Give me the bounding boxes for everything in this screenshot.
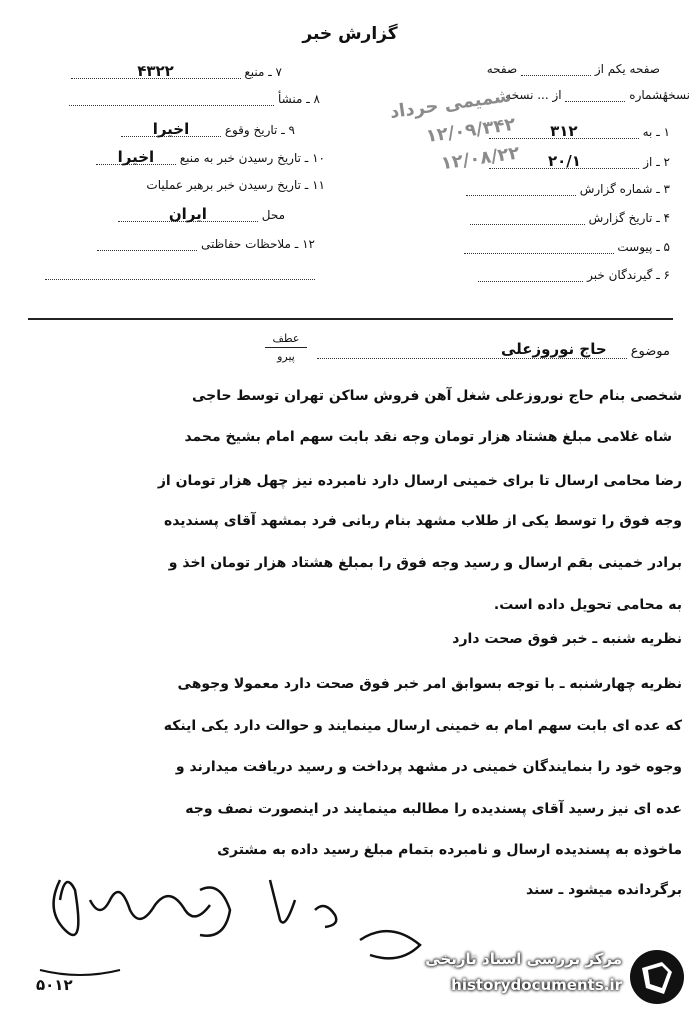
form-row-security-notes bbox=[97, 237, 315, 251]
archive-watermark bbox=[418, 946, 688, 1008]
form-value: ایران bbox=[118, 205, 258, 222]
signature-scribble bbox=[30, 860, 450, 1000]
form-label: صفحه یکم از bbox=[594, 62, 660, 76]
divider bbox=[28, 318, 673, 320]
form-row-origin bbox=[69, 92, 320, 106]
form-label: ۷ ـ منبع bbox=[244, 65, 282, 79]
reference-box bbox=[265, 332, 307, 363]
form-value: ۴۳۲۲ bbox=[71, 62, 241, 79]
form-label: ۱۰ ـ تاریخ رسیدن خبر به منبع bbox=[179, 151, 325, 165]
form-row-attachment bbox=[464, 240, 670, 254]
document-code: ۵۰۱۲ bbox=[36, 976, 73, 994]
archive-url: historydocuments.ir bbox=[451, 976, 622, 994]
subject-row bbox=[317, 340, 670, 359]
reference-label: عطف bbox=[272, 332, 300, 345]
form-suffix: از ... نسخه bbox=[505, 88, 562, 102]
form-label: ۱۱ ـ تاریخ رسیدن خبر برهبر عملیات bbox=[146, 178, 325, 192]
form-label: ۱۲ ـ ملاحظات حفاظتی bbox=[201, 237, 315, 251]
followup-label: پیرو bbox=[277, 350, 295, 363]
form-row-source bbox=[71, 62, 282, 79]
form-row-page bbox=[487, 62, 660, 76]
form-label: ۹ ـ تاریخ وقوع bbox=[224, 123, 295, 137]
archive-name: مرکز بررسی اسناد تاریخی bbox=[425, 950, 622, 968]
form-suffix: صفحه bbox=[486, 62, 518, 76]
stamp-line: ۱۲/۰۸/۲۲ bbox=[439, 142, 521, 175]
form-label: ۲ ـ از bbox=[643, 155, 670, 169]
form-row-copy bbox=[505, 88, 690, 102]
form-row-blank bbox=[45, 266, 315, 280]
subject-value: حاج نوروزعلی bbox=[317, 340, 627, 359]
form-label: ۳ ـ شماره گزارش bbox=[579, 182, 670, 196]
form-label: ۴ ـ تاریخ گزارش bbox=[588, 211, 670, 225]
form-label: ۵ ـ پیوست bbox=[617, 240, 670, 254]
stamp-line: شمیمی حرداد bbox=[388, 85, 513, 123]
form-label: ۱ ـ به bbox=[642, 125, 670, 139]
form-label: ۶ ـ گیرندگان خبر bbox=[587, 268, 670, 282]
stamp-line: ۱۲/۰۹/۳۴۲ bbox=[424, 113, 517, 148]
form-row-report-date bbox=[470, 211, 670, 225]
form-value: اخیرا bbox=[121, 120, 221, 137]
form-value: ۲۰/۱ bbox=[489, 152, 639, 169]
subject-label: موضوع bbox=[630, 344, 670, 359]
form-label: ۸ ـ منشأ bbox=[277, 92, 320, 106]
form-label: محل bbox=[261, 208, 285, 222]
form-label: نسخهٔشماره bbox=[629, 88, 690, 102]
form-value: ۳۱۲ bbox=[489, 122, 639, 139]
form-row-place bbox=[118, 205, 285, 222]
form-row-recipients bbox=[478, 268, 670, 282]
form-value: اخیرا bbox=[96, 148, 176, 165]
document-page: گزارش خبر صفحه یکم از صفحه نسخهٔشماره از ... نسخه ۱ ـ به ۳۱۲ ۲ ـ از ۲۰/۱ ۳ ـ شماره گزارش ۴ ـ تاریخ گزارش ۵ ـ پیوست ۶ ـ گیرندگان خبر ۷ ـ منبع ۴۳۲۲ ۸ ـ منشأ ۹ ـ تاریخ وقوع اخیرا ۱۰ ـ تاریخ رسیدن خبر به منبع اخیرا ۱۱ ـ تاریخ رسیدن خبر برهبر عملیات محل ایران ۱۲ ـ ملاحظات حفاظتی شمیمی حرداد ۱۲/۰۹/۳۴۲ ۱۲/۰۸/۲۲ عطف پیرو موضوع حاج نوروزعلی شخصی بنام حاج نوروزعلی شغل آهن فروش ساکن تهران توسط حاجی شاه غلامی مبلغ هشتاد هزار تومان وجه نقد بابت سهم امام بشیخ محمد رضا محامی ارسال تا برای خمینی ارسال دارد نامبرده نیز چهل هزار تومان از وجه فوق را توسط یکی از طلاب مشهد بنام ربانی فرد بمشهد آقای پسندیده برادر خمینی بقم ارسال و رسید وجه فوق را بمبلغ هشتاد هزار تومان اخذ و به محامی تحویل داده است. نظریه شنبه ـ خبر فوق صحت دارد نظریه چهارشنبه ـ با توجه بسوابق امر خبر فوق صحت دارد معمولا وجوهی که عده ای بابت سهم امام به خمینی ارسال مینمایند و حوالت دارد یکی اینکه وجوه خود را بنمایندگان خمینی در مشهد پرداخت و رسید دریافت میدارند و عده ای نیز رسید آقای پسندیده را مطالبه مینمایند در اینصورت نصف وجه ماخوذه به پسندیده ارسال و نامبرده بتمام مبلغ رسید داده به مشتری برگردانده میشود ـ سند ۵۰۱۲ مرکز بررسی اسناد تاریخی historydocuments.ir bbox=[0, 0, 700, 1014]
page-title: گزارش خبر bbox=[302, 24, 398, 44]
archive-logo-icon bbox=[628, 948, 686, 1006]
